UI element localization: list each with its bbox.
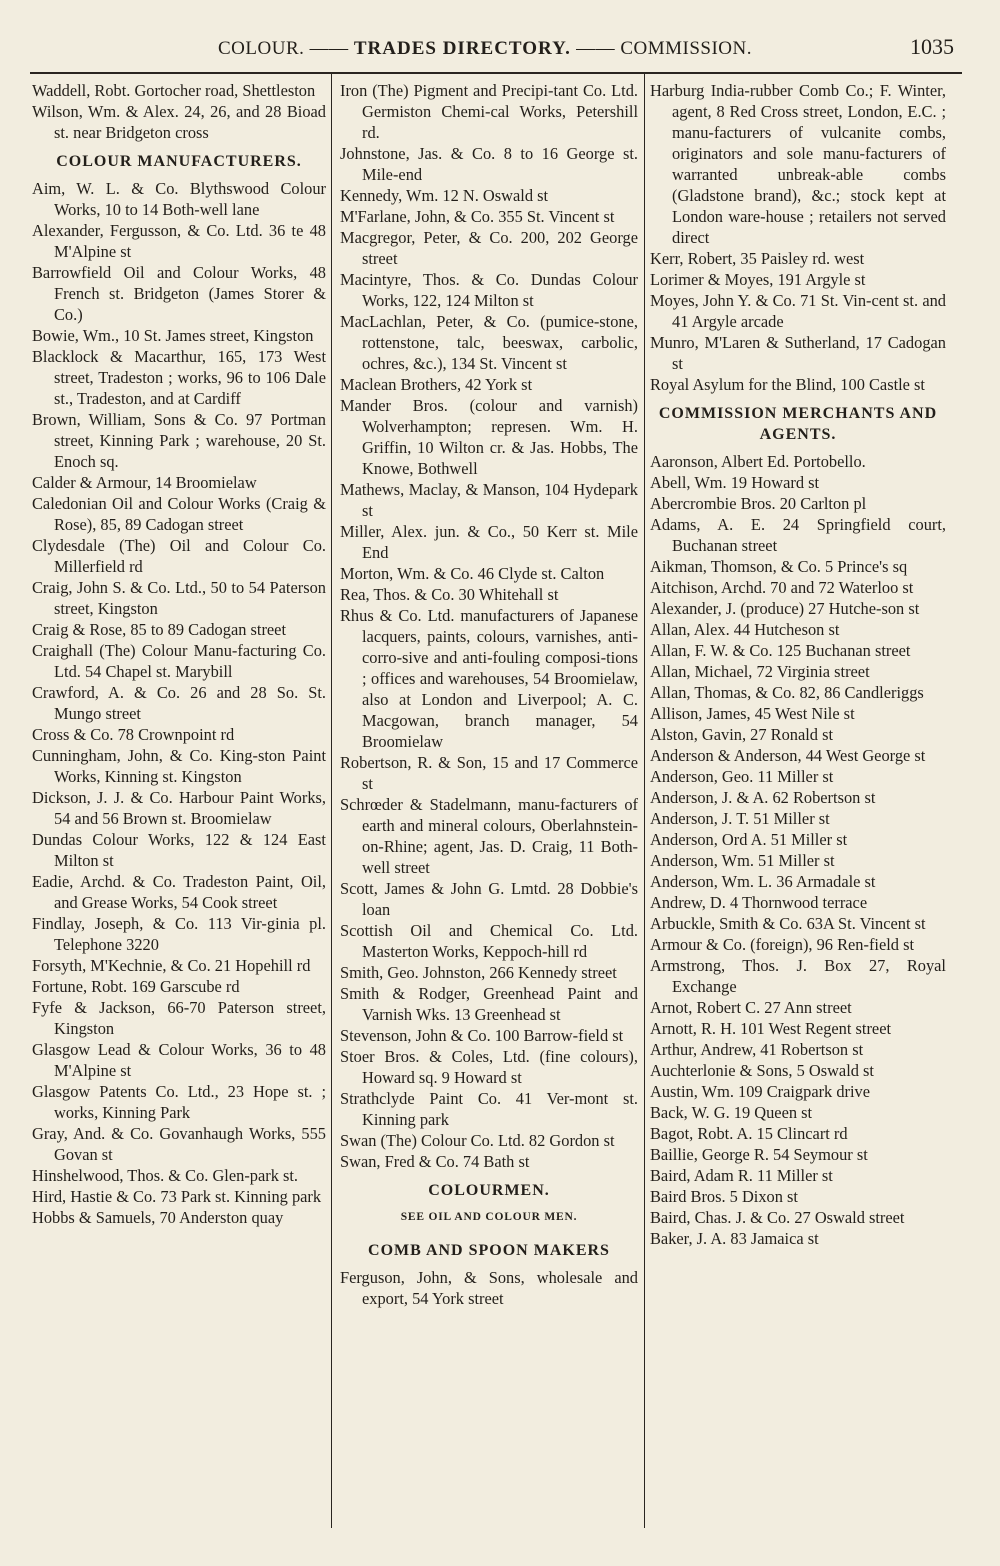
directory-entry: Johnstone, Jas. & Co. 8 to 16 George st. Mile-end (340, 144, 638, 184)
directory-entry: Smith, Geo. Johnston, 266 Kennedy street (340, 963, 617, 982)
directory-entry: Aitchison, Archd. 70 and 72 Waterloo st (650, 578, 914, 597)
directory-entry: Allison, James, 45 West Nile st (650, 704, 855, 723)
directory-entry: Harburg India-rubber Comb Co.; F. Winter, agent, 8 Red Cross street, London, E.C. ; manu-facturers of vulcanite combs, originators and sole manu-facturers of warranted unbreak-able combs (Gladstone brand), &c.; stock kept at London ware-house ; retailers not served direct (650, 81, 946, 247)
directory-entry: Baird, Adam R. 11 Miller st (650, 1166, 833, 1185)
directory-entry: Morton, Wm. & Co. 46 Clyde st. Calton (340, 564, 605, 583)
directory-entry: Arnot, Robert C. 27 Ann street (650, 998, 852, 1017)
directory-entry: Scott, James & John G. Lmtd. 28 Dobbie's loan (340, 879, 638, 919)
directory-entry: Armstrong, Thos. J. Box 27, Royal Exchange (650, 956, 946, 996)
directory-entry: Macgregor, Peter, & Co. 200, 202 George street (340, 228, 638, 268)
directory-entry: Allan, Thomas, & Co. 82, 86 Candleriggs (650, 683, 924, 702)
directory-entry: Mathews, Maclay, & Manson, 104 Hydepark st (340, 480, 638, 520)
directory-entry: Schrœder & Stadelmann, manu-facturers of earth and mineral colours, Oberlahnstein-on-Rhine; agent, Jas. D. Craig, 11 Both-well street (340, 795, 638, 877)
directory-entry: Hinshelwood, Thos. & Co. Glen-park st. (32, 1166, 299, 1185)
directory-entry: Findlay, Joseph, & Co. 113 Vir-ginia pl. Telephone 3220 (32, 914, 326, 954)
directory-entry: Allan, Alex. 44 Hutcheson st (650, 620, 840, 639)
directory-entry: Scottish Oil and Chemical Co. Ltd. Masterton Works, Keppoch-hill rd (340, 921, 638, 961)
directory-entry: Back, W. G. 19 Queen st (650, 1103, 813, 1122)
directory-entry: Craig, John S. & Co. Ltd., 50 to 54 Paterson street, Kingston (32, 578, 326, 618)
directory-entry: Crawford, A. & Co. 26 and 28 So. St. Mungo street (32, 683, 326, 723)
directory-entry: Stoer Bros. & Coles, Ltd. (fine colours), Howard sq. 9 Howard st (340, 1047, 638, 1087)
directory-entry: Macintyre, Thos. & Co. Dundas Colour Works, 122, 124 Milton st (340, 270, 638, 310)
running-head (218, 38, 752, 60)
directory-entry: Craig & Rose, 85 to 89 Cadogan street (32, 620, 287, 639)
directory-entry: Dundas Colour Works, 122 & 124 East Milton st (32, 830, 326, 870)
directory-entry: Robertson, R. & Son, 15 and 17 Commerce st (340, 753, 638, 793)
header-rule (30, 72, 962, 74)
directory-entry: Eadie, Archd. & Co. Tradeston Paint, Oil, and Grease Works, 54 Cook street (32, 872, 326, 912)
directory-entry: Arbuckle, Smith & Co. 63A St. Vincent st (650, 914, 926, 933)
directory-entry: Smith & Rodger, Greenhead Paint and Varnish Wks. 13 Greenhead st (340, 984, 638, 1024)
directory-entry: Waddell, Robt. Gortocher road, Shettleston (32, 81, 316, 100)
header-dash-left: —— (309, 38, 349, 59)
directory-entry: Rhus & Co. Ltd. manufacturers of Japanese lacquers, paints, colours, varnishes, anti-corro-sive and anti-fouling composi-tions ; offices and warehouses, 54 Broomielaw, also at London and Liverpool; A. C. Macgowan, branch manager, 54 Broomielaw (340, 606, 638, 751)
directory-entry: Barrowfield Oil and Colour Works, 48 French st. Bridgeton (James Storer & Co.) (32, 263, 326, 324)
directory-entry: Rea, Thos. & Co. 30 Whitehall st (340, 585, 559, 604)
directory-entry: Wilson, Wm. & Alex. 24, 26, and 28 Bioad st. near Bridgeton cross (32, 102, 326, 142)
directory-entry: Ferguson, John, & Sons, wholesale and export, 54 York street (340, 1268, 638, 1308)
directory-entry: Baillie, George R. 54 Seymour st (650, 1145, 868, 1164)
directory-entry: Bowie, Wm., 10 St. James street, Kingston (32, 326, 314, 345)
directory-entry: MacLachlan, Peter, & Co. (pumice-stone, rottenstone, talc, beeswax, carbolic, ochres, &c.), 134 St. Vincent st (340, 312, 638, 373)
directory-entry: Glasgow Lead & Colour Works, 36 to 48 M'Alpine st (32, 1040, 326, 1080)
directory-entry: Miller, Alex. jun. & Co., 50 Kerr st. Mile End (340, 522, 638, 562)
directory-entry: Baird, Chas. J. & Co. 27 Oswald street (650, 1208, 905, 1227)
directory-entry: Bagot, Robt. A. 15 Clincart rd (650, 1124, 848, 1143)
directory-entry: Brown, William, Sons & Co. 97 Portman street, Kinning Park ; warehouse, 20 St. Enoch sq. (32, 410, 326, 471)
directory-entry: Maclean Brothers, 42 York st (340, 375, 533, 394)
column-divider-1 (331, 74, 332, 1528)
section-heading: COLOURMEN. (428, 1182, 550, 1199)
directory-entry: Aaronson, Albert Ed. Portobello. (650, 452, 866, 471)
header-left-label: COLOUR. (218, 38, 305, 59)
column-2 (340, 80, 638, 1536)
directory-entry: Swan, Fred & Co. 74 Bath st (340, 1152, 530, 1171)
directory-entry: Strathclyde Paint Co. 41 Ver-mont st. Kinning park (340, 1089, 638, 1129)
directory-entry: Hird, Hastie & Co. 73 Park st. Kinning park (32, 1187, 322, 1206)
directory-entry: Baker, J. A. 83 Jamaica st (650, 1229, 819, 1248)
directory-entry: Aikman, Thomson, & Co. 5 Prince's sq (650, 557, 908, 576)
directory-entry: Anderson & Anderson, 44 West George st (650, 746, 926, 765)
directory-entry: Forsyth, M'Kechnie, & Co. 21 Hopehill rd (32, 956, 311, 975)
column-3 (650, 80, 946, 1536)
directory-entry: Moyes, John Y. & Co. 71 St. Vin-cent st. and 41 Argyle arcade (650, 291, 946, 331)
page-header (30, 34, 960, 66)
directory-entry: Clydesdale (The) Oil and Colour Co. Millerfield rd (32, 536, 326, 576)
directory-entry: Kennedy, Wm. 12 N. Oswald st (340, 186, 549, 205)
directory-entry: Cunningham, John, & Co. King-ston Paint Works, Kinning st. Kingston (32, 746, 326, 786)
directory-entry: Iron (The) Pigment and Precipi-tant Co. Ltd. Germiston Chemi-cal Works, Petershill rd. (340, 81, 638, 142)
directory-entry: Arthur, Andrew, 41 Robertson st (650, 1040, 864, 1059)
directory-entry: Arnott, R. H. 101 West Regent street (650, 1019, 892, 1038)
directory-entry: Gray, And. & Co. Govanhaugh Works, 555 Govan st (32, 1124, 326, 1164)
directory-entry: Stevenson, John & Co. 100 Barrow-field st (340, 1026, 624, 1045)
directory-entry: Abell, Wm. 19 Howard st (650, 473, 820, 492)
directory-entry: Aim, W. L. & Co. Blythswood Colour Works, 10 to 14 Both-well lane (32, 179, 326, 219)
directory-entry: Mander Bros. (colour and varnish) Wolverhampton; represen. Wm. H. Griffin, 10 Wilton cr. & Jas. Hobbs, The Knowe, Bothwell (340, 396, 638, 478)
directory-entry: Fortune, Robt. 169 Garscube rd (32, 977, 240, 996)
directory-entry: Fyfe & Jackson, 66-70 Paterson street, Kingston (32, 998, 326, 1038)
directory-entry: Armour & Co. (foreign), 96 Ren-field st (650, 935, 915, 954)
directory-entry: Blacklock & Macarthur, 165, 173 West street, Tradeston ; works, 96 to 106 Dale st., Tradeston, and at Cardiff (32, 347, 326, 408)
header-dash-right: —— (576, 38, 616, 59)
directory-entry: Abercrombie Bros. 20 Carlton pl (650, 494, 867, 513)
column-divider-2 (644, 74, 645, 1528)
directory-entry: Anderson, Wm. 51 Miller st (650, 851, 835, 870)
directory-entry: Alston, Gavin, 27 Ronald st (650, 725, 834, 744)
directory-entry: Lorimer & Moyes, 191 Argyle st (650, 270, 866, 289)
directory-entry: Anderson, Geo. 11 Miller st (650, 767, 834, 786)
directory-entry: Glasgow Patents Co. Ltd., 23 Hope st. ; works, Kinning Park (32, 1082, 326, 1122)
directory-entry: Adams, A. E. 24 Springfield court, Buchanan street (650, 515, 946, 555)
directory-entry: Allan, Michael, 72 Virginia street (650, 662, 870, 681)
directory-entry: Kerr, Robert, 35 Paisley rd. west (650, 249, 865, 268)
directory-entry: Cross & Co. 78 Crownpoint rd (32, 725, 235, 744)
header-right-label: COMMISSION. (620, 38, 752, 59)
directory-entry: Munro, M'Laren & Sutherland, 17 Cadogan st (650, 333, 946, 373)
directory-entry: M'Farlane, John, & Co. 355 St. Vincent st (340, 207, 615, 226)
directory-entry: Dickson, J. J. & Co. Harbour Paint Works, 54 and 56 Brown st. Broomielaw (32, 788, 326, 828)
directory-entry: Baird Bros. 5 Dixon st (650, 1187, 798, 1206)
directory-entry: Andrew, D. 4 Thornwood terrace (650, 893, 868, 912)
directory-entry: Austin, Wm. 109 Craigpark drive (650, 1082, 871, 1101)
directory-entry: Craighall (The) Colour Manu-facturing Co. Ltd. 54 Chapel st. Marybill (32, 641, 326, 681)
directory-entry: Calder & Armour, 14 Broomielaw (32, 473, 257, 492)
header-title: TRADES DIRECTORY. (353, 38, 571, 59)
page-number: 1035 (910, 34, 954, 59)
directory-entry: Hobbs & Samuels, 70 Anderston quay (32, 1208, 284, 1227)
directory-entry: Anderson, J. & A. 62 Robertson st (650, 788, 876, 807)
directory-entry: Alexander, Fergusson, & Co. Ltd. 36 te 48 M'Alpine st (32, 221, 326, 261)
directory-entry: Auchterlonie & Sons, 5 Oswald st (650, 1061, 874, 1080)
cross-reference: SEE OIL AND COLOUR MEN. (400, 1211, 578, 1223)
directory-entry: Royal Asylum for the Blind, 100 Castle st (650, 375, 925, 394)
directory-entry: Anderson, Ord A. 51 Miller st (650, 830, 848, 849)
directory-entry: Alexander, J. (produce) 27 Hutche-son st (650, 599, 920, 618)
directory-entry: Anderson, Wm. L. 36 Armadale st (650, 872, 876, 891)
directory-entry: Allan, F. W. & Co. 125 Buchanan street (650, 641, 911, 660)
directory-entry: Caledonian Oil and Colour Works (Craig & Rose), 85, 89 Cadogan street (32, 494, 326, 534)
section-heading: COMMISSION MERCHANTS AND AGENTS. (658, 405, 938, 443)
column-1 (32, 80, 326, 1536)
directory-entry: Swan (The) Colour Co. Ltd. 82 Gordon st (340, 1131, 615, 1150)
section-heading: COLOUR MANUFACTURERS. (56, 153, 302, 170)
section-heading: COMB AND SPOON MAKERS (368, 1242, 610, 1259)
directory-entry: Anderson, J. T. 51 Miller st (650, 809, 830, 828)
